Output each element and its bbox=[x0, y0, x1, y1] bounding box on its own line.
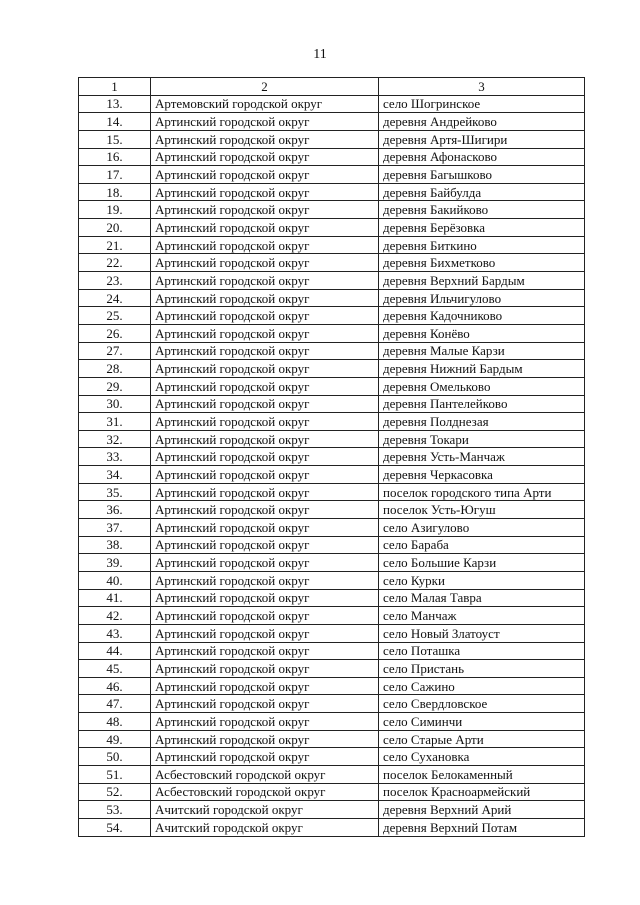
row-number-cell: 28. bbox=[79, 360, 151, 378]
settlement-cell: деревня Биткино bbox=[379, 236, 585, 254]
settlement-cell: деревня Пантелейково bbox=[379, 395, 585, 413]
settlement-cell: село Шогринское bbox=[379, 95, 585, 113]
row-number-cell: 32. bbox=[79, 430, 151, 448]
row-number-cell: 29. bbox=[79, 377, 151, 395]
row-number-cell: 33. bbox=[79, 448, 151, 466]
table-row bbox=[79, 166, 585, 184]
row-number-cell: 44. bbox=[79, 642, 151, 660]
settlement-cell: село Сажино bbox=[379, 677, 585, 695]
municipality-cell: Артинский городской округ bbox=[151, 148, 379, 166]
row-number-cell: 21. bbox=[79, 236, 151, 254]
row-number-cell: 36. bbox=[79, 501, 151, 519]
row-number-cell: 18. bbox=[79, 183, 151, 201]
table-row bbox=[79, 95, 585, 113]
municipality-cell: Артинский городской округ bbox=[151, 624, 379, 642]
settlement-cell: село Поташка bbox=[379, 642, 585, 660]
table-row bbox=[79, 201, 585, 219]
settlement-cell: деревня Андрейково bbox=[379, 113, 585, 131]
table-row bbox=[79, 519, 585, 537]
table-row bbox=[79, 113, 585, 131]
municipality-cell: Артинский городской округ bbox=[151, 413, 379, 431]
settlement-cell: деревня Омельково bbox=[379, 377, 585, 395]
municipality-cell: Артинский городской округ bbox=[151, 219, 379, 237]
municipality-cell: Артинский городской округ bbox=[151, 519, 379, 537]
settlement-cell: село Старые Арти bbox=[379, 730, 585, 748]
row-number-cell: 16. bbox=[79, 148, 151, 166]
municipality-cell: Артинский городской округ bbox=[151, 130, 379, 148]
municipality-cell: Ачитский городской округ bbox=[151, 818, 379, 836]
municipality-cell: Артинский городской округ bbox=[151, 430, 379, 448]
table-row bbox=[79, 307, 585, 325]
settlement-cell: поселок Белокаменный bbox=[379, 765, 585, 783]
settlement-cell: деревня Берёзовка bbox=[379, 219, 585, 237]
settlement-cell: село Симинчи bbox=[379, 713, 585, 731]
municipality-cell: Артинский городской округ bbox=[151, 501, 379, 519]
settlement-cell: деревня Верхний Потам bbox=[379, 818, 585, 836]
table-row bbox=[79, 289, 585, 307]
row-number-cell: 35. bbox=[79, 483, 151, 501]
row-number-cell: 24. bbox=[79, 289, 151, 307]
settlement-cell: село Курки bbox=[379, 571, 585, 589]
municipality-cell: Артинский городской округ bbox=[151, 272, 379, 290]
table-row bbox=[79, 748, 585, 766]
row-number-cell: 49. bbox=[79, 730, 151, 748]
settlement-cell: деревня Багышково bbox=[379, 166, 585, 184]
settlement-cell: село Большие Карзи bbox=[379, 554, 585, 572]
table-header-row bbox=[79, 78, 585, 96]
municipality-cell: Артинский городской округ bbox=[151, 695, 379, 713]
municipality-cell: Артинский городской округ bbox=[151, 571, 379, 589]
municipality-cell: Артинский городской округ bbox=[151, 254, 379, 272]
table-row bbox=[79, 660, 585, 678]
table-row bbox=[79, 413, 585, 431]
table-row bbox=[79, 677, 585, 695]
row-number-cell: 41. bbox=[79, 589, 151, 607]
municipality-cell: Артинский городской округ bbox=[151, 589, 379, 607]
municipality-cell: Артинский городской округ bbox=[151, 536, 379, 554]
table-row bbox=[79, 589, 585, 607]
table-row bbox=[79, 130, 585, 148]
table-row bbox=[79, 148, 585, 166]
table-row bbox=[79, 466, 585, 484]
row-number-cell: 25. bbox=[79, 307, 151, 325]
row-number-cell: 30. bbox=[79, 395, 151, 413]
municipality-cell: Артинский городской округ bbox=[151, 448, 379, 466]
settlement-cell: деревня Верхний Арий bbox=[379, 801, 585, 819]
row-number-cell: 15. bbox=[79, 130, 151, 148]
table-row bbox=[79, 730, 585, 748]
row-number-cell: 42. bbox=[79, 607, 151, 625]
municipality-cell: Артинский городской округ bbox=[151, 713, 379, 731]
column-header: 1 bbox=[79, 78, 151, 96]
settlement-cell: деревня Конёво bbox=[379, 324, 585, 342]
table-row bbox=[79, 236, 585, 254]
row-number-cell: 47. bbox=[79, 695, 151, 713]
table-row bbox=[79, 342, 585, 360]
row-number-cell: 27. bbox=[79, 342, 151, 360]
municipality-cell: Артинский городской округ bbox=[151, 677, 379, 695]
settlement-cell: деревня Малые Карзи bbox=[379, 342, 585, 360]
column-header: 3 bbox=[379, 78, 585, 96]
settlement-cell: деревня Афонасково bbox=[379, 148, 585, 166]
row-number-cell: 34. bbox=[79, 466, 151, 484]
settlement-cell: деревня Бихметково bbox=[379, 254, 585, 272]
row-number-cell: 31. bbox=[79, 413, 151, 431]
row-number-cell: 23. bbox=[79, 272, 151, 290]
settlement-cell: поселок городского типа Арти bbox=[379, 483, 585, 501]
table-row bbox=[79, 571, 585, 589]
row-number-cell: 39. bbox=[79, 554, 151, 572]
table-row bbox=[79, 624, 585, 642]
settlement-cell: деревня Байбулда bbox=[379, 183, 585, 201]
table-row bbox=[79, 360, 585, 378]
table-row bbox=[79, 642, 585, 660]
table-row bbox=[79, 377, 585, 395]
row-number-cell: 19. bbox=[79, 201, 151, 219]
municipality-cell: Артинский городской округ bbox=[151, 307, 379, 325]
settlement-cell: деревня Токари bbox=[379, 430, 585, 448]
settlement-cell: поселок Красноармейский bbox=[379, 783, 585, 801]
table-row bbox=[79, 254, 585, 272]
table-row bbox=[79, 801, 585, 819]
municipality-cell: Артинский городской округ bbox=[151, 166, 379, 184]
row-number-cell: 13. bbox=[79, 95, 151, 113]
row-number-cell: 17. bbox=[79, 166, 151, 184]
settlement-cell: поселок Усть-Югуш bbox=[379, 501, 585, 519]
settlement-cell: деревня Полднезая bbox=[379, 413, 585, 431]
settlement-cell: село Сухановка bbox=[379, 748, 585, 766]
table-row bbox=[79, 713, 585, 731]
table-row bbox=[79, 501, 585, 519]
municipality-cell: Артинский городской округ bbox=[151, 342, 379, 360]
municipality-cell: Артинский городской округ bbox=[151, 642, 379, 660]
row-number-cell: 48. bbox=[79, 713, 151, 731]
table-row bbox=[79, 765, 585, 783]
table-row bbox=[79, 219, 585, 237]
municipality-cell: Артинский городской округ bbox=[151, 748, 379, 766]
table-row bbox=[79, 430, 585, 448]
row-number-cell: 46. bbox=[79, 677, 151, 695]
row-number-cell: 54. bbox=[79, 818, 151, 836]
row-number-cell: 53. bbox=[79, 801, 151, 819]
municipality-cell: Артинский городской округ bbox=[151, 377, 379, 395]
settlement-cell: село Азигулово bbox=[379, 519, 585, 537]
municipality-cell: Артинский городской округ bbox=[151, 660, 379, 678]
municipality-cell: Артинский городской округ bbox=[151, 236, 379, 254]
row-number-cell: 51. bbox=[79, 765, 151, 783]
settlement-cell: деревня Кадочниково bbox=[379, 307, 585, 325]
municipality-cell: Ачитский городской округ bbox=[151, 801, 379, 819]
municipality-cell: Артинский городской округ bbox=[151, 730, 379, 748]
row-number-cell: 26. bbox=[79, 324, 151, 342]
settlement-cell: село Манчаж bbox=[379, 607, 585, 625]
settlement-cell: село Новый Златоуст bbox=[379, 624, 585, 642]
row-number-cell: 40. bbox=[79, 571, 151, 589]
table-row bbox=[79, 272, 585, 290]
settlement-cell: село Свердловское bbox=[379, 695, 585, 713]
table-row bbox=[79, 783, 585, 801]
row-number-cell: 52. bbox=[79, 783, 151, 801]
table-row bbox=[79, 395, 585, 413]
table-row bbox=[79, 695, 585, 713]
municipality-cell: Артинский городской округ bbox=[151, 201, 379, 219]
table-row bbox=[79, 448, 585, 466]
settlement-cell: деревня Черкасовка bbox=[379, 466, 585, 484]
municipality-cell: Артинский городской округ bbox=[151, 483, 379, 501]
table-row bbox=[79, 483, 585, 501]
row-number-cell: 37. bbox=[79, 519, 151, 537]
settlement-cell: село Пристань bbox=[379, 660, 585, 678]
municipality-cell: Артинский городской округ bbox=[151, 360, 379, 378]
municipality-cell: Артинский городской округ bbox=[151, 289, 379, 307]
table-row bbox=[79, 554, 585, 572]
municipality-cell: Артинский городской округ bbox=[151, 607, 379, 625]
settlement-cell: деревня Бакийково bbox=[379, 201, 585, 219]
table-row bbox=[79, 324, 585, 342]
municipality-cell: Артинский городской округ bbox=[151, 113, 379, 131]
table-row bbox=[79, 818, 585, 836]
row-number-cell: 20. bbox=[79, 219, 151, 237]
municipality-cell: Артемовский городской округ bbox=[151, 95, 379, 113]
settlement-cell: деревня Ильчигулово bbox=[379, 289, 585, 307]
table-row bbox=[79, 607, 585, 625]
row-number-cell: 43. bbox=[79, 624, 151, 642]
municipality-cell: Артинский городской округ bbox=[151, 554, 379, 572]
table-row bbox=[79, 183, 585, 201]
row-number-cell: 45. bbox=[79, 660, 151, 678]
row-number-cell: 14. bbox=[79, 113, 151, 131]
settlement-cell: деревня Усть-Манчаж bbox=[379, 448, 585, 466]
municipality-cell: Асбестовский городской округ bbox=[151, 765, 379, 783]
column-header: 2 bbox=[151, 78, 379, 96]
municipality-cell: Артинский городской округ bbox=[151, 395, 379, 413]
row-number-cell: 50. bbox=[79, 748, 151, 766]
settlements-table bbox=[78, 77, 585, 837]
municipality-cell: Артинский городской округ bbox=[151, 466, 379, 484]
settlement-cell: село Бараба bbox=[379, 536, 585, 554]
settlement-cell: деревня Артя-Шигири bbox=[379, 130, 585, 148]
municipality-cell: Асбестовский городской округ bbox=[151, 783, 379, 801]
settlement-cell: село Малая Тавра bbox=[379, 589, 585, 607]
settlement-cell: деревня Верхний Бардым bbox=[379, 272, 585, 290]
municipality-cell: Артинский городской округ bbox=[151, 324, 379, 342]
row-number-cell: 38. bbox=[79, 536, 151, 554]
municipality-cell: Артинский городской округ bbox=[151, 183, 379, 201]
page-number: 11 bbox=[313, 47, 327, 62]
row-number-cell: 22. bbox=[79, 254, 151, 272]
table-row bbox=[79, 536, 585, 554]
settlement-cell: деревня Нижний Бардым bbox=[379, 360, 585, 378]
